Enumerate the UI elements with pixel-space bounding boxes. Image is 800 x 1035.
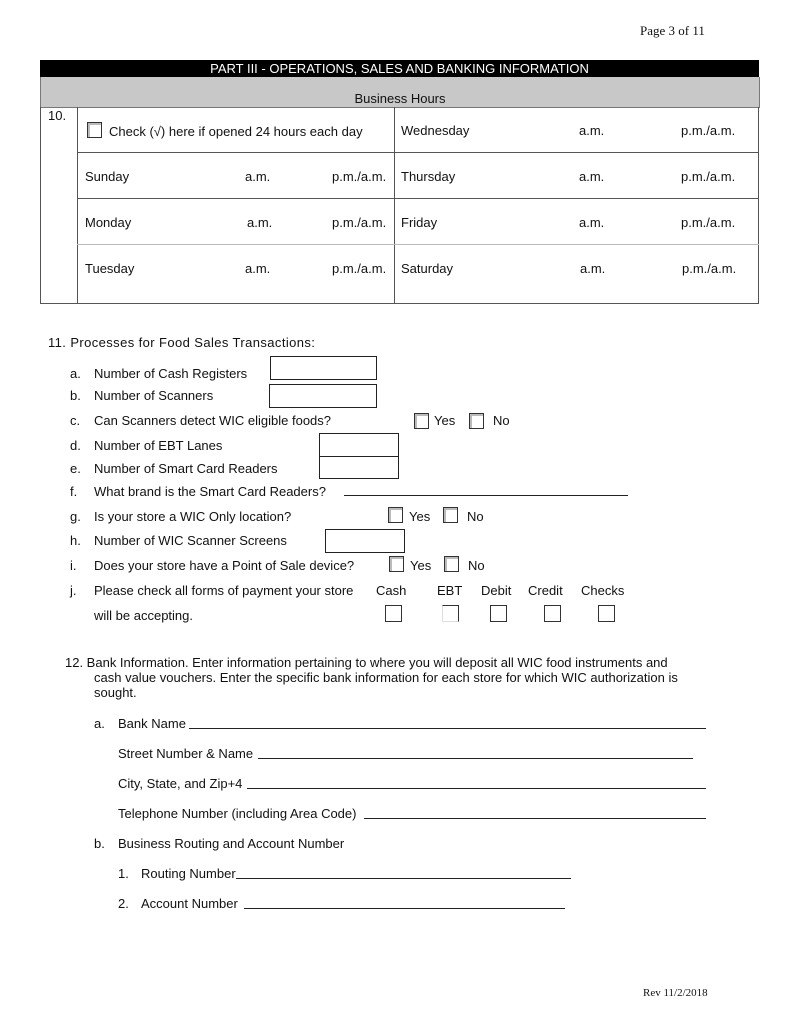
smart-card-readers-input[interactable]: [319, 456, 399, 479]
wic-only-yes-checkbox[interactable]: [388, 507, 403, 523]
item-letter: f.: [70, 484, 78, 499]
item-letter: i.: [70, 558, 77, 573]
yes-label: Yes: [409, 509, 431, 524]
routing-label: Routing Number: [141, 866, 236, 881]
bank-name-input[interactable]: [189, 728, 706, 729]
am-field[interactable]: a.m.: [245, 169, 271, 184]
payment-checks-checkbox[interactable]: [598, 605, 615, 622]
business-hours-heading: Business Hours: [354, 91, 446, 106]
item-label: Number of EBT Lanes: [94, 438, 223, 453]
pm-field[interactable]: p.m./a.m.: [332, 261, 387, 276]
payment-label-checks: Checks: [581, 583, 625, 598]
pm-field[interactable]: p.m./a.m.: [681, 169, 736, 184]
pos-yes-checkbox[interactable]: [389, 556, 404, 572]
page-number: Page 3 of 11: [640, 23, 705, 38]
open-24h-checkbox[interactable]: [87, 122, 102, 138]
pm-field[interactable]: p.m./a.m.: [332, 169, 387, 184]
street-input[interactable]: [258, 758, 693, 759]
account-input[interactable]: [244, 908, 565, 909]
city-label: City, State, and Zip+4: [118, 776, 243, 791]
no-label: No: [467, 509, 484, 524]
wic-scanner-screens-input[interactable]: [325, 529, 405, 553]
item-label: Please check all forms of payment your store: [94, 583, 354, 598]
no-label: No: [493, 413, 510, 428]
routing-input[interactable]: [236, 878, 571, 879]
am-field[interactable]: a.m.: [247, 215, 273, 230]
item-letter: d.: [70, 438, 81, 453]
bank-name-label: Bank Name: [118, 716, 186, 731]
item-letter: a.: [70, 366, 81, 381]
yes-label: Yes: [410, 558, 432, 573]
payment-label-credit: Credit: [528, 583, 563, 598]
open-24h-label: Check (√) here if opened 24 hours each day: [109, 124, 363, 139]
item-number: 1.: [118, 866, 129, 881]
item-label: What brand is the Smart Card Readers?: [94, 484, 326, 499]
day-label: Saturday: [401, 261, 454, 276]
account-label: Account Number: [141, 896, 238, 911]
item-label-continued: will be accepting.: [94, 608, 193, 623]
item-letter: h.: [70, 533, 81, 548]
payment-credit-checkbox[interactable]: [544, 605, 561, 622]
section-intro: 12. Bank Information. Enter information pertaining to where you will deposit all WIC food instruments and: [65, 655, 668, 670]
item-letter: c.: [70, 413, 81, 428]
section-title: 11. Processes for Food Sales Transactions:: [48, 335, 316, 350]
cash-registers-input[interactable]: [270, 356, 377, 380]
phone-label: Telephone Number (including Area Code): [118, 806, 357, 821]
wic-detect-yes-checkbox[interactable]: [414, 413, 429, 429]
city-input[interactable]: [247, 788, 706, 789]
item-letter: b.: [70, 388, 81, 403]
item-number: 2.: [118, 896, 129, 911]
item-label: Can Scanners detect WIC eligible foods?: [94, 413, 332, 428]
part-header: [40, 60, 759, 77]
payment-label-debit: Debit: [481, 583, 512, 598]
payment-debit-checkbox[interactable]: [490, 605, 507, 622]
item-letter: j.: [70, 583, 77, 598]
payment-ebt-checkbox[interactable]: [442, 605, 459, 622]
scanners-input[interactable]: [269, 384, 377, 408]
day-label: Wednesday: [401, 123, 470, 138]
part-title: PART III - OPERATIONS, SALES AND BANKING INFORMATION: [210, 61, 589, 76]
routing-account-label: Business Routing and Account Number: [118, 836, 345, 851]
item-letter: g.: [70, 509, 81, 524]
day-label: Tuesday: [85, 261, 135, 276]
wic-detect-no-checkbox[interactable]: [469, 413, 484, 429]
day-label: Monday: [85, 215, 132, 230]
day-label: Friday: [401, 215, 438, 230]
phone-input[interactable]: [364, 818, 706, 819]
am-field[interactable]: a.m.: [580, 261, 606, 276]
pm-field[interactable]: p.m./a.m.: [681, 123, 736, 138]
item-label: Does your store have a Point of Sale device?: [94, 558, 355, 573]
am-field[interactable]: a.m.: [245, 261, 271, 276]
question-number: 10.: [48, 108, 67, 123]
revision-date: Rev 11/2/2018: [643, 987, 708, 999]
no-label: No: [468, 558, 485, 573]
day-label: Thursday: [401, 169, 456, 184]
section-intro: cash value vouchers. Enter the specific bank information for each store for which WIC authorization is: [94, 670, 678, 685]
pm-field[interactable]: p.m./a.m.: [332, 215, 387, 230]
payment-cash-checkbox[interactable]: [385, 605, 402, 622]
business-hours-header: [40, 77, 760, 108]
item-letter: e.: [70, 461, 81, 476]
item-label: Number of Cash Registers: [94, 366, 248, 381]
smart-card-brand-input[interactable]: [344, 495, 628, 496]
section-intro: sought.: [94, 685, 137, 700]
am-field[interactable]: a.m.: [579, 169, 605, 184]
item-label: Is your store a WIC Only location?: [94, 509, 292, 524]
ebt-lanes-input[interactable]: [319, 433, 399, 457]
pm-field[interactable]: p.m./a.m.: [682, 261, 737, 276]
am-field[interactable]: a.m.: [579, 123, 605, 138]
item-label: Number of Smart Card Readers: [94, 461, 278, 476]
payment-label-cash: Cash: [376, 583, 407, 598]
pm-field[interactable]: p.m./a.m.: [681, 215, 736, 230]
item-letter: b.: [94, 836, 105, 851]
payment-label-ebt: EBT: [437, 583, 463, 598]
item-label: Number of Scanners: [94, 388, 214, 403]
am-field[interactable]: a.m.: [579, 215, 605, 230]
yes-label: Yes: [434, 413, 456, 428]
pos-no-checkbox[interactable]: [444, 556, 459, 572]
wic-only-no-checkbox[interactable]: [443, 507, 458, 523]
street-label: Street Number & Name: [118, 746, 254, 761]
item-letter: a.: [94, 716, 105, 731]
item-label: Number of WIC Scanner Screens: [94, 533, 287, 548]
day-label: Sunday: [85, 169, 130, 184]
